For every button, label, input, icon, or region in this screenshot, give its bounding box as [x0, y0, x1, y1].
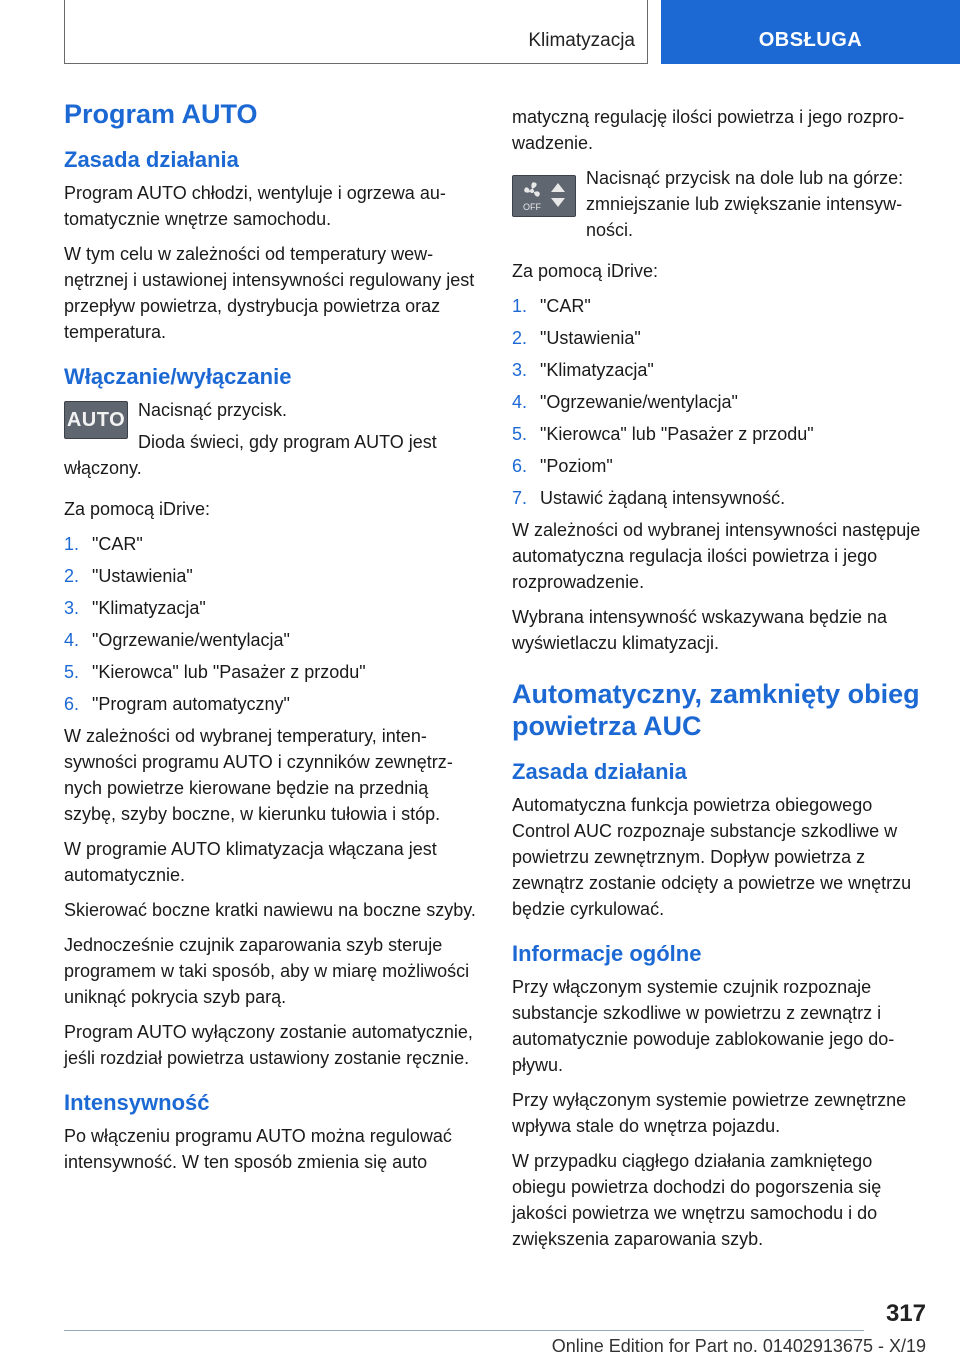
paragraph: Nacisnąć przycisk. — [138, 400, 288, 420]
step-number: 2. — [64, 566, 80, 586]
list-item — [512, 293, 928, 319]
heading-zasada-dzialania-auc: Zasada działania — [512, 759, 687, 784]
off-label: OFF — [523, 202, 541, 212]
list-item — [512, 421, 928, 447]
list-item — [64, 627, 480, 653]
footer-edition: Online Edition for Part no. 01402913675 - X/19 — [551, 1336, 926, 1356]
auto-button-icon: AUTO — [64, 401, 128, 439]
list-item — [512, 357, 928, 383]
paragraph: W programie AUTO klimatyzacja włączana jest automatycznie. — [64, 839, 437, 885]
heading-wlaczanie: Włączanie/wyłączanie — [64, 364, 292, 389]
paragraph: Program AUTO wyłączony zostanie automatycznie, jeśli rozdział powietrza ustawiony zostanie ręcznie. — [64, 1022, 473, 1068]
step-number: 2. — [512, 328, 528, 348]
left-column — [64, 98, 480, 1184]
step-number: 4. — [64, 630, 80, 650]
paragraph: matyczną regulację ilości powietrza i jego rozprowadzenie. — [512, 107, 905, 153]
step-text: "Klimatyzacja" — [92, 598, 206, 618]
step-number: 1. — [512, 296, 528, 316]
paragraph: Za pomocą iDrive: — [512, 261, 659, 281]
step-number: 6. — [512, 456, 528, 476]
step-text: "CAR" — [92, 534, 143, 554]
fan-instruction — [512, 165, 928, 249]
paragraph: Po włączeniu programu AUTO można regulować intensywność. W ten sposób zmienia się auto — [64, 1126, 452, 1172]
step-number: 3. — [512, 360, 528, 380]
list-item — [512, 389, 928, 415]
step-text: "Program automatyczny" — [92, 694, 290, 714]
fan-intensity-button-icon — [512, 175, 576, 217]
right-column — [512, 104, 928, 1261]
paragraph: Jednocześnie czujnik zaparowania szyb steruje programem w taki sposób, aby w miarę możliwości uniknąć pokrycia szyb parą. — [64, 935, 470, 1007]
section-tab-label: OBSŁUGA — [758, 29, 863, 51]
step-text: "Klimatyzacja" — [540, 360, 654, 380]
footer-divider — [64, 1330, 864, 1331]
heading-zasada-dzialania: Zasada działania — [64, 147, 239, 172]
step-text: Ustawić żądaną intensywność. — [540, 488, 786, 508]
step-text: "Ustawienia" — [92, 566, 193, 586]
paragraph: W zależności od wybranej intensywności następuje automatyczna regulacja ilości powietrza i jego rozprowadzenie. — [512, 520, 921, 592]
steps-list-right — [512, 293, 928, 511]
step-number: 6. — [64, 694, 80, 714]
step-text: "Poziom" — [540, 456, 613, 476]
step-text: "Kierowca" lub "Pasażer z przodu" — [92, 662, 366, 682]
paragraph: W tym celu w zależności od temperatury wewnętrznej i ustawionej intensywności regulowany jest przepływ powietrza, dystrybucja powietrza oraz temperatura. — [64, 244, 475, 342]
step-number: 1. — [64, 534, 80, 554]
section-tab[interactable] — [661, 0, 960, 64]
list-item — [64, 595, 480, 621]
heading-informacje-ogolne: Informacje ogólne — [512, 941, 702, 966]
step-number: 5. — [64, 662, 80, 682]
list-item — [64, 563, 480, 589]
paragraph: Dioda świeci, gdy program AUTO jest włączony. — [64, 432, 437, 478]
step-number: 4. — [512, 392, 528, 412]
paragraph: Program AUTO chłodzi, wentyluje i ogrzewa automatycznie wnętrze samochodu. — [64, 183, 446, 229]
paragraph: Wybrana intensywność wskazywana będzie na wyświetlaczu klimatyzacji. — [512, 607, 888, 653]
list-item — [64, 691, 480, 717]
step-text: "Ustawienia" — [540, 328, 641, 348]
step-text: "CAR" — [540, 296, 591, 316]
paragraph: Przy wyłączonym systemie powietrze zewnętrzne wpływa stale do wnętrza pojazdu. — [512, 1090, 907, 1136]
list-item — [512, 485, 928, 511]
section-title-program-auto: Program AUTO — [64, 99, 258, 129]
paragraph: Za pomocą iDrive: — [64, 499, 211, 519]
paragraph: Nacisnąć przycisk na dole lub na górze: zmniejszanie lub zwiększanie intensywności. — [586, 168, 904, 240]
chapter-title: Klimatyzacja — [528, 30, 635, 51]
auto-instruction — [64, 397, 480, 487]
step-text: "Ogrzewanie/wentylacja" — [92, 630, 290, 650]
step-number: 3. — [64, 598, 80, 618]
step-number: 5. — [512, 424, 528, 444]
paragraph: Skierować boczne kratki nawiewu na boczne szyby. — [64, 900, 476, 920]
paragraph: Automatyczna funkcja powietrza obiegowego Control AUC rozpoznaje substancje szkodliwe w powietrzu zewnętrznym. Dopływ powietrza z zewnątrz zostanie odcięty a powietrze we wnętrzu będzie cyrkulować. — [512, 795, 912, 919]
section-title-auc: Automatyczny, zamknięty obieg powietrza AUC — [512, 679, 920, 741]
paragraph: Przy włączonym systemie czujnik rozpoznaje substancje szkodliwe w powietrzu z zewnątrz i automatycznie powoduje zablokowanie jego dopływu. — [512, 977, 895, 1075]
page-number: 317 — [885, 1300, 926, 1327]
steps-list-left — [64, 531, 480, 717]
list-item — [512, 453, 928, 479]
step-text: "Ogrzewanie/wentylacja" — [540, 392, 738, 412]
heading-intensywnosc: Intensywność — [64, 1090, 210, 1115]
header-chapter-box — [64, 0, 648, 64]
list-item — [64, 659, 480, 685]
list-item — [512, 325, 928, 351]
paragraph: W przypadku ciągłego działania zamkniętego obiegu powietrza dochodzi do pogorszenia się jakości powietrza we wnętrzu samochodu i do zwiększenia zaparowania szyb. — [512, 1151, 882, 1249]
paragraph: W zależności od wybranej temperatury, intensywności programu AUTO i czynników zewnętrznych powietrze kierowane będzie na przednią szybę, szyby boczne, w kierunku tułowia i stóp. — [64, 726, 453, 824]
step-number: 7. — [512, 488, 528, 508]
fan-icon — [514, 177, 574, 215]
list-item — [64, 531, 480, 557]
step-text: "Kierowca" lub "Pasażer z przodu" — [540, 424, 814, 444]
